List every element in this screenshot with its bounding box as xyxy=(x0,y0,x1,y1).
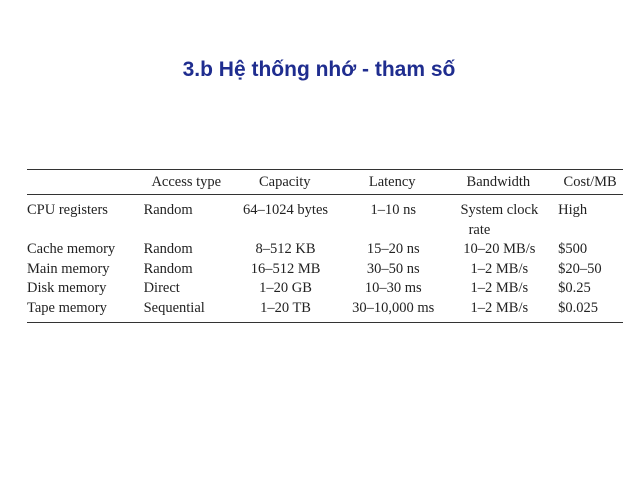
row-latency: 1–10 ns xyxy=(370,202,417,218)
table-row xyxy=(27,240,623,260)
row-capacity: 64–1024 bytes xyxy=(243,202,329,218)
table-bottom-rule xyxy=(27,322,623,323)
row-cost: $500 xyxy=(558,241,588,257)
row-latency: 30–50 ns xyxy=(366,260,420,277)
row-bandwidth: 1–2 MB/s xyxy=(470,260,529,277)
row-bandwidth: 1–2 MB/s xyxy=(470,299,529,316)
slide-title: 3.b Hệ thống nhớ - tham số xyxy=(182,58,456,81)
header-access-type: Access type xyxy=(151,174,222,190)
header-cost-per-mb: Cost/MB xyxy=(563,174,617,190)
row-cost: $0.25 xyxy=(558,280,591,296)
row-latency: 30–10,000 ms xyxy=(352,299,435,316)
row-bandwidth-line2: rate xyxy=(468,221,491,238)
table-row xyxy=(27,299,623,323)
row-bandwidth: 1–2 MB/s xyxy=(470,280,529,296)
header-bandwidth: Bandwidth xyxy=(466,174,531,190)
row-name: Disk memory xyxy=(27,280,107,296)
row-bandwidth xyxy=(447,195,553,240)
row-bandwidth-line1: System clock xyxy=(460,202,539,218)
row-capacity: 1–20 GB xyxy=(259,280,312,296)
row-capacity: 16–512 MB xyxy=(250,260,321,277)
table-row xyxy=(27,260,623,280)
row-cost: High xyxy=(558,202,588,218)
header-capacity: Capacity xyxy=(258,174,311,190)
row-latency: 15–20 ns xyxy=(366,241,420,257)
row-access: Random xyxy=(143,202,193,218)
row-access: Random xyxy=(143,260,193,277)
header-latency: Latency xyxy=(368,174,416,190)
table-header-row xyxy=(27,170,623,194)
row-cost: $0.025 xyxy=(558,299,598,316)
row-capacity: 1–20 TB xyxy=(260,299,311,316)
row-name: Tape memory xyxy=(27,299,107,316)
header-device xyxy=(27,170,140,194)
row-name: Cache memory xyxy=(27,241,116,257)
table-row xyxy=(27,279,623,299)
table-row xyxy=(27,195,623,240)
memory-parameters-table xyxy=(27,169,623,323)
row-access: Random xyxy=(143,241,193,257)
row-name: CPU registers xyxy=(27,202,108,218)
row-access: Sequential xyxy=(143,299,205,316)
row-latency: 10–30 ms xyxy=(364,280,422,296)
row-access: Direct xyxy=(143,280,180,296)
row-capacity: 8–512 KB xyxy=(255,241,316,257)
row-cost: $20–50 xyxy=(558,260,602,277)
row-name: Main memory xyxy=(27,260,110,277)
row-bandwidth: 10–20 MB/s xyxy=(463,241,536,257)
